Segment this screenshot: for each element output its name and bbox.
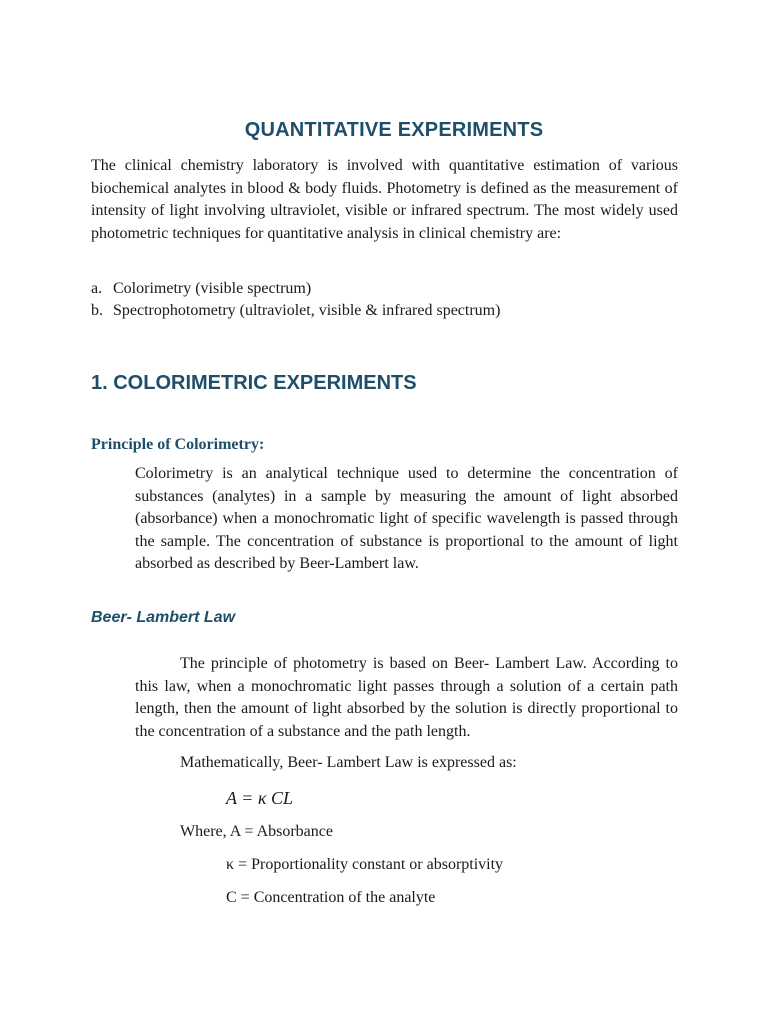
beer-lambert-paragraph: The principle of photometry is based on Beer- Lambert Law. According to this law, when a monochromatic light passes through a solution of a certain path length, then the amount of light absorbed by the solution is directly proportional to the concentration of a substance and the path length. [135,655,678,740]
techniques-list [91,278,691,322]
list-item-text: Colorimetry (visible spectrum) [113,280,312,297]
definition-absorptivity: κ = Proportionality constant or absorptivity [226,856,504,873]
definition-concentration: C = Concentration of the analyte [226,889,436,906]
section-heading: 1. COLORIMETRIC EXPERIMENTS [91,372,417,394]
principle-heading: Principle of Colorimetry: [91,436,265,453]
math-intro: Mathematically, Beer- Lambert Law is expressed as: [180,754,517,771]
formula: A = κ CL [226,788,293,808]
principle-paragraph: Colorimetry is an analytical technique used to determine the concentration of substances (analytes) in a sample by measuring the amount of light absorbed (absorbance) when a monochromatic light of specific wavelength is passed through the sample. The concentration of substance is proportional to the amount of light absorbed as described by Beer-Lambert law. [135,465,678,572]
intro-paragraph: The clinical chemistry laboratory is involved with quantitative estimation of various biochemical analytes in blood & body fluids. Photometry is defined as the measurement of intensity of light involving ultraviolet, visible or infrared spectrum. The most widely used photometric techniques for quantitative analysis in clinical chemistry are: [91,157,678,242]
definition-absorbance: Where, A = Absorbance [180,823,333,840]
list-item-text: Spectrophotometry (ultraviolet, visible & infrared spectrum) [113,302,501,319]
list-item [91,300,691,322]
page-title: QUANTITATIVE EXPERIMENTS [244,119,544,141]
beer-lambert-heading: Beer- Lambert Law [91,609,236,626]
list-item [91,278,691,300]
list-marker: a. [91,280,103,297]
list-marker: b. [91,302,103,319]
